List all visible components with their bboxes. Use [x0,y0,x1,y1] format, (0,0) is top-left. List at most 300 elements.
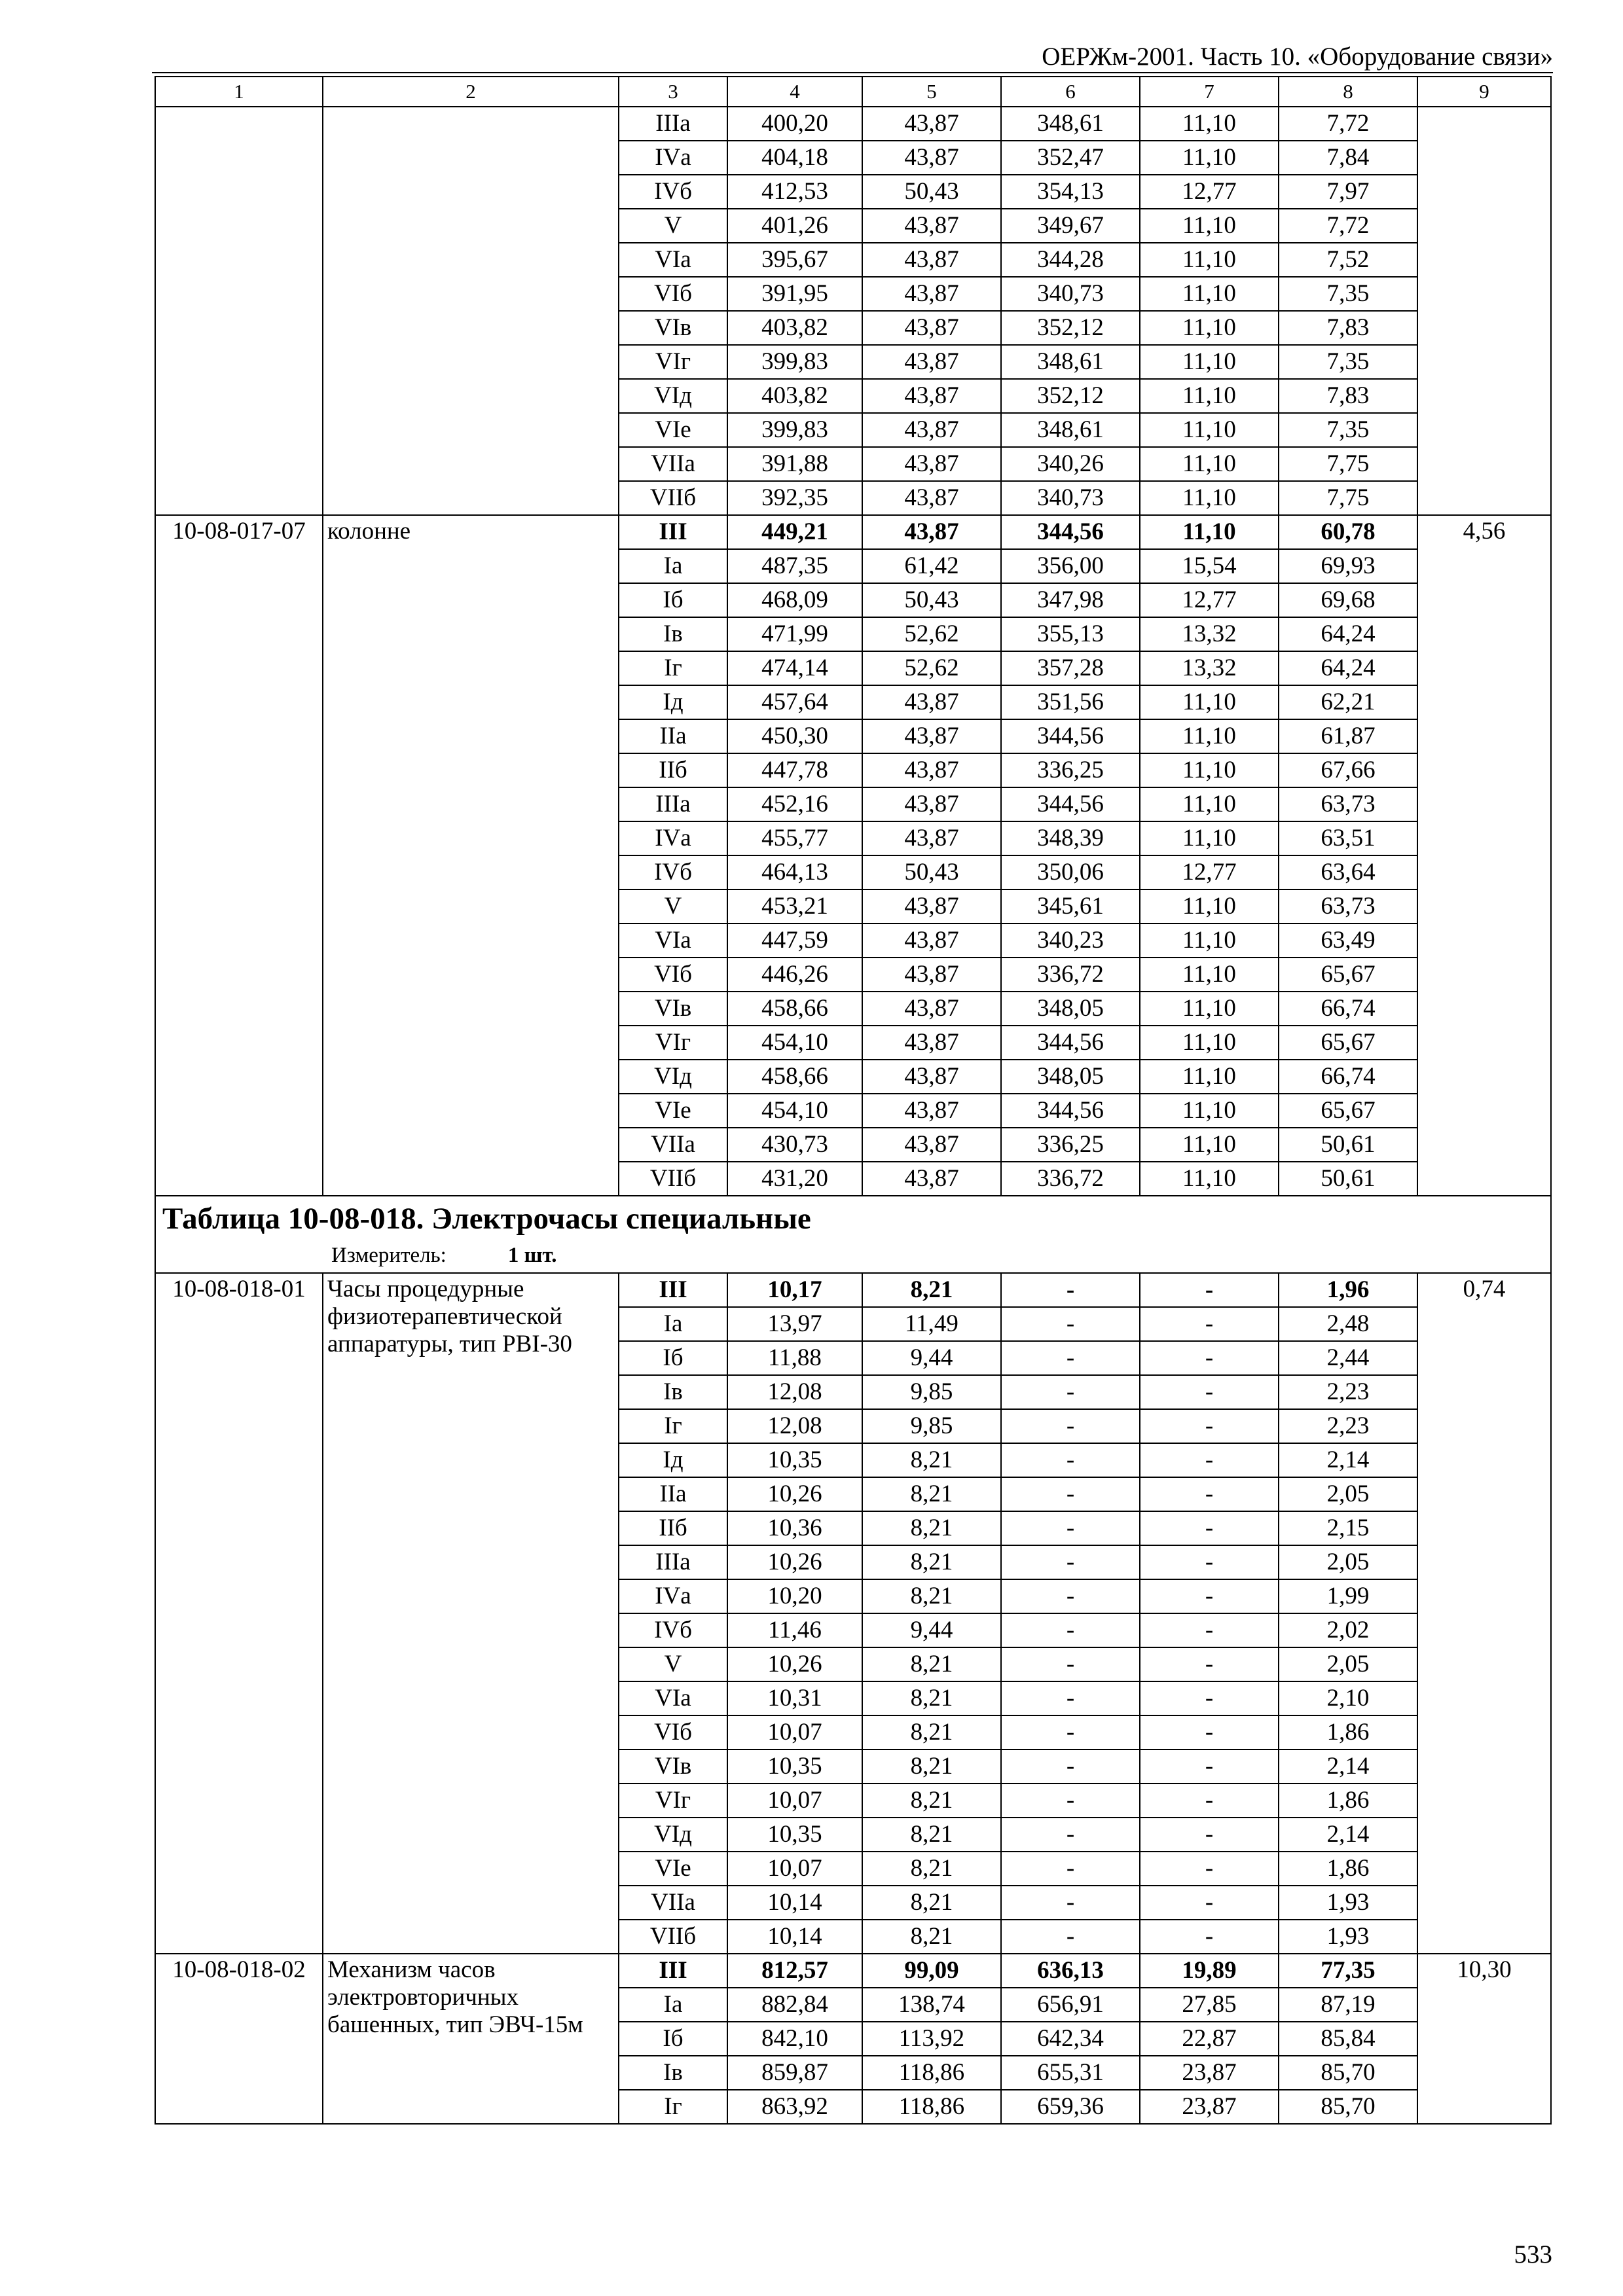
value-cell: 11,10 [1140,209,1279,243]
value-cell: - [1140,1307,1279,1341]
value-cell: 344,56 [1001,1094,1140,1128]
value-cell: 22,87 [1140,2022,1279,2056]
rate-code: 10-08-018-02 [155,1954,323,2124]
zone-cell: VIа [619,1681,727,1715]
value-cell: 11,49 [862,1307,1001,1341]
zone-cell: III [619,515,727,549]
value-cell: 2,05 [1279,1545,1417,1579]
value-cell: - [1140,1681,1279,1715]
value-cell: 842,10 [727,2022,862,2056]
value-cell: 356,00 [1001,549,1140,583]
value-cell: 348,61 [1001,345,1140,379]
value-cell: - [1140,1784,1279,1818]
zone-cell: VIг [619,345,727,379]
value-cell: 138,74 [862,1988,1001,2022]
value-cell: 61,42 [862,549,1001,583]
value-cell: 11,10 [1140,1128,1279,1162]
zone-cell: Iб [619,1341,727,1375]
value-cell: 13,97 [727,1307,862,1341]
value-cell: 43,87 [862,924,1001,958]
value-cell: 27,85 [1140,1988,1279,2022]
value-cell: - [1001,1409,1140,1443]
value-cell: 11,10 [1140,243,1279,277]
value-cell: 8,21 [862,1818,1001,1852]
zone-cell: VIв [619,311,727,345]
value-cell: 2,02 [1279,1613,1417,1647]
value-cell: 2,15 [1279,1511,1417,1545]
value-cell: 352,47 [1001,141,1140,175]
value-cell: 52,62 [862,617,1001,651]
value-cell: 77,35 [1279,1954,1417,1988]
value-cell: 449,21 [727,515,862,549]
zone-cell: VIб [619,958,727,992]
value-cell: - [1140,1409,1279,1443]
zone-cell: VIг [619,1026,727,1060]
value-cell: 43,87 [862,311,1001,345]
value-cell: 8,21 [862,1784,1001,1818]
value-cell: 13,32 [1140,617,1279,651]
value-cell: 11,10 [1140,1162,1279,1196]
value-cell: - [1001,1715,1140,1749]
value-cell: 7,72 [1279,107,1417,141]
zone-cell: Iб [619,2022,727,2056]
column-number: 7 [1140,77,1279,107]
value-cell: 1,93 [1279,1886,1417,1920]
value-cell: 8,21 [862,1886,1001,1920]
value-cell: 11,10 [1140,753,1279,787]
value-cell: 10,07 [727,1852,862,1886]
value-cell: 348,61 [1001,413,1140,447]
value-cell: 43,87 [862,379,1001,413]
value-cell: 8,21 [862,1443,1001,1477]
value-cell: 43,87 [862,1162,1001,1196]
value-cell: 8,21 [862,1545,1001,1579]
value-cell: 52,62 [862,651,1001,685]
value-cell: 43,87 [862,889,1001,924]
value-cell: 7,35 [1279,277,1417,311]
value-cell: 454,10 [727,1094,862,1128]
value-cell: 118,86 [862,2056,1001,2090]
value-cell: 63,73 [1279,889,1417,924]
value-cell: 2,10 [1279,1681,1417,1715]
value-cell: 863,92 [727,2090,862,2124]
value-cell: 8,21 [862,1749,1001,1784]
value-cell: - [1140,1749,1279,1784]
value-cell: 812,57 [727,1954,862,1988]
value-cell: 10,14 [727,1920,862,1954]
value-cell: 344,56 [1001,719,1140,753]
zone-cell: VIе [619,413,727,447]
zone-cell: VIе [619,1094,727,1128]
value-cell: 43,87 [862,107,1001,141]
section-header-row [155,1196,1551,1273]
extra-value: 0,74 [1417,1273,1551,1954]
value-cell: 1,96 [1279,1273,1417,1307]
value-cell: 9,44 [862,1341,1001,1375]
column-number: 6 [1001,77,1140,107]
value-cell: 10,26 [727,1477,862,1511]
value-cell: 50,43 [862,175,1001,209]
value-cell: 11,46 [727,1613,862,1647]
value-cell: 7,52 [1279,243,1417,277]
value-cell: 11,10 [1140,924,1279,958]
value-cell: 12,08 [727,1409,862,1443]
value-cell: - [1001,1375,1140,1409]
value-cell: 351,56 [1001,685,1140,719]
zone-cell: III [619,1954,727,1988]
value-cell: 9,44 [862,1613,1001,1647]
value-cell: 11,10 [1140,719,1279,753]
value-cell: 50,43 [862,583,1001,617]
value-cell: - [1140,1273,1279,1307]
value-cell: 2,23 [1279,1409,1417,1443]
value-cell: 404,18 [727,141,862,175]
value-cell: 1,86 [1279,1784,1417,1818]
value-cell: 43,87 [862,481,1001,515]
value-cell: 349,67 [1001,209,1140,243]
zone-cell: Iд [619,685,727,719]
value-cell: 11,10 [1140,379,1279,413]
value-cell: 9,85 [862,1409,1001,1443]
value-cell: 659,36 [1001,2090,1140,2124]
zone-cell: IIа [619,1477,727,1511]
zone-cell: Iа [619,1988,727,2022]
value-cell: - [1140,1715,1279,1749]
value-cell: 11,10 [1140,821,1279,855]
value-cell: 2,14 [1279,1443,1417,1477]
value-cell: 69,93 [1279,549,1417,583]
value-cell: 431,20 [727,1162,862,1196]
value-cell: 43,87 [862,243,1001,277]
value-cell: 391,88 [727,447,862,481]
value-cell: 10,31 [727,1681,862,1715]
table-row [155,1954,1551,1988]
zone-cell: III [619,1273,727,1307]
zone-cell: VIIб [619,1920,727,1954]
value-cell: 412,53 [727,175,862,209]
column-number-row [155,77,1551,107]
column-number: 8 [1279,77,1417,107]
zone-cell: Iд [619,1443,727,1477]
zone-cell: Iа [619,1307,727,1341]
zone-cell: IIб [619,753,727,787]
value-cell: 453,21 [727,889,862,924]
value-cell: 11,10 [1140,413,1279,447]
value-cell: 10,26 [727,1647,862,1681]
value-cell: 11,88 [727,1341,862,1375]
value-cell: 10,36 [727,1511,862,1545]
value-cell: 50,61 [1279,1128,1417,1162]
zone-cell: V [619,209,727,243]
value-cell: 11,10 [1140,107,1279,141]
value-cell: 8,21 [862,1579,1001,1613]
value-cell: 69,68 [1279,583,1417,617]
table-row [155,1273,1551,1307]
zone-cell: VIд [619,1818,727,1852]
page-number: 533 [1514,2240,1552,2269]
value-cell: 7,97 [1279,175,1417,209]
value-cell: 430,73 [727,1128,862,1162]
value-cell: 11,10 [1140,345,1279,379]
value-cell: 487,35 [727,549,862,583]
value-cell: - [1001,1784,1140,1818]
value-cell: 344,56 [1001,1026,1140,1060]
value-cell: 63,64 [1279,855,1417,889]
extra-value: 10,30 [1417,1954,1551,2124]
value-cell: 87,19 [1279,1988,1417,2022]
rate-name: колонне [323,515,619,1196]
zone-cell: IVб [619,855,727,889]
value-cell: 99,09 [862,1954,1001,1988]
value-cell: 43,87 [862,1128,1001,1162]
value-cell: 355,13 [1001,617,1140,651]
value-cell: 60,78 [1279,515,1417,549]
value-cell: 336,25 [1001,753,1140,787]
rate-name: Механизм часов электровторичных башенных, тип ЭВЧ-15м [323,1954,619,2124]
value-cell: 7,75 [1279,447,1417,481]
rate-code: 10-08-018-01 [155,1273,323,1954]
value-cell: 85,70 [1279,2056,1417,2090]
value-cell: 43,87 [862,1026,1001,1060]
value-cell: - [1001,1749,1140,1784]
value-cell: 336,25 [1001,1128,1140,1162]
value-cell: 11,10 [1140,1060,1279,1094]
value-cell: 859,87 [727,2056,862,2090]
value-cell: 2,23 [1279,1375,1417,1409]
value-cell: - [1001,1818,1140,1852]
value-cell: 11,10 [1140,277,1279,311]
value-cell: 12,08 [727,1375,862,1409]
zone-cell: Iв [619,2056,727,2090]
value-cell: 11,10 [1140,685,1279,719]
value-cell: 8,21 [862,1852,1001,1886]
value-cell: 348,61 [1001,107,1140,141]
value-cell: 43,87 [862,753,1001,787]
column-number: 5 [862,77,1001,107]
zone-cell: VIIа [619,447,727,481]
value-cell: 399,83 [727,345,862,379]
value-cell: 43,87 [862,515,1001,549]
value-cell: 347,98 [1001,583,1140,617]
section-title: Таблица 10-08-018. Электрочасы специальные [162,1202,811,1236]
value-cell: 10,35 [727,1749,862,1784]
value-cell: 340,23 [1001,924,1140,958]
value-cell: 392,35 [727,481,862,515]
table-body [155,107,1551,2124]
value-cell: - [1001,1341,1140,1375]
value-cell: 454,10 [727,1026,862,1060]
value-cell: - [1001,1920,1140,1954]
value-cell: 340,73 [1001,481,1140,515]
value-cell: 446,26 [727,958,862,992]
value-cell: 1,86 [1279,1715,1417,1749]
column-number: 1 [155,77,323,107]
value-cell: 340,26 [1001,447,1140,481]
zone-cell: VIв [619,1749,727,1784]
zone-cell: IVа [619,821,727,855]
zone-cell: VIе [619,1852,727,1886]
value-cell: 7,35 [1279,345,1417,379]
value-cell: - [1140,1852,1279,1886]
value-cell: 354,13 [1001,175,1140,209]
measure-line [160,1241,1546,1272]
value-cell: 10,20 [727,1579,862,1613]
value-cell: 336,72 [1001,1162,1140,1196]
zone-cell: IIа [619,719,727,753]
value-cell: 62,21 [1279,685,1417,719]
zone-cell: Iг [619,1409,727,1443]
value-cell: 8,21 [862,1273,1001,1307]
value-cell: - [1140,1477,1279,1511]
value-cell: 8,21 [862,1715,1001,1749]
rate-name [323,107,619,515]
value-cell: 464,13 [727,855,862,889]
zone-cell: IVб [619,1613,727,1647]
value-cell: 66,74 [1279,992,1417,1026]
value-cell: 403,82 [727,311,862,345]
rate-code [155,107,323,515]
value-cell: - [1001,1613,1140,1647]
value-cell: 12,77 [1140,175,1279,209]
value-cell: 65,67 [1279,958,1417,992]
value-cell: 118,86 [862,2090,1001,2124]
value-cell: 43,87 [862,345,1001,379]
value-cell: 452,16 [727,787,862,821]
value-cell: 458,66 [727,1060,862,1094]
value-cell: - [1001,1579,1140,1613]
zone-cell: Iв [619,1375,727,1409]
zone-cell: IVа [619,1579,727,1613]
value-cell: 642,34 [1001,2022,1140,2056]
value-cell: - [1140,1886,1279,1920]
value-cell: - [1001,1511,1140,1545]
value-cell: - [1140,1920,1279,1954]
value-cell: - [1140,1511,1279,1545]
value-cell: - [1001,1545,1140,1579]
zone-cell: Iг [619,651,727,685]
value-cell: 113,92 [862,2022,1001,2056]
value-cell: 43,87 [862,821,1001,855]
running-header: ОЕРЖм-2001. Часть 10. «Оборудование связи» [1042,43,1553,71]
value-cell: 7,83 [1279,311,1417,345]
zone-cell: VIIа [619,1128,727,1162]
value-cell: 882,84 [727,1988,862,2022]
value-cell: 11,10 [1140,447,1279,481]
zone-cell: VIа [619,924,727,958]
value-cell: 474,14 [727,651,862,685]
zone-cell: VIг [619,1784,727,1818]
zone-cell: VIб [619,277,727,311]
column-number: 4 [727,77,862,107]
table-row [155,515,1551,549]
zone-cell: IIIа [619,107,727,141]
value-cell: 656,91 [1001,1988,1140,2022]
zone-cell: IIIа [619,787,727,821]
column-number: 2 [323,77,619,107]
value-cell: 7,84 [1279,141,1417,175]
value-cell: - [1140,1341,1279,1375]
zone-cell: VIв [619,992,727,1026]
value-cell: 10,14 [727,1886,862,1920]
value-cell: 10,07 [727,1784,862,1818]
value-cell: 345,61 [1001,889,1140,924]
value-cell: 11,10 [1140,1026,1279,1060]
zone-cell: VIIб [619,481,727,515]
value-cell: 63,49 [1279,924,1417,958]
value-cell: - [1001,1886,1140,1920]
value-cell: 10,35 [727,1818,862,1852]
column-number: 3 [619,77,727,107]
zone-cell: V [619,889,727,924]
measure-label: Измеритель: [331,1244,447,1267]
value-cell: 457,64 [727,685,862,719]
value-cell: 12,77 [1140,583,1279,617]
value-cell: 11,10 [1140,787,1279,821]
value-cell: 11,10 [1140,992,1279,1026]
value-cell: 2,05 [1279,1477,1417,1511]
value-cell: 399,83 [727,413,862,447]
value-cell: 10,17 [727,1273,862,1307]
zone-cell: V [619,1647,727,1681]
value-cell: 348,39 [1001,821,1140,855]
value-cell: 50,43 [862,855,1001,889]
value-cell: 11,10 [1140,1094,1279,1128]
value-cell: 43,87 [862,787,1001,821]
value-cell: 61,87 [1279,719,1417,753]
extra-value: 4,56 [1417,515,1551,1196]
value-cell: 1,86 [1279,1852,1417,1886]
value-cell: 43,87 [862,719,1001,753]
value-cell: 458,66 [727,992,862,1026]
value-cell: 15,54 [1140,549,1279,583]
value-cell: 344,28 [1001,243,1140,277]
value-cell: 455,77 [727,821,862,855]
value-cell: 10,26 [727,1545,862,1579]
value-cell: 357,28 [1001,651,1140,685]
value-cell: 8,21 [862,1920,1001,1954]
value-cell: 10,35 [727,1443,862,1477]
value-cell: 67,66 [1279,753,1417,787]
section-header [155,1196,1551,1273]
value-cell: 447,59 [727,924,862,958]
value-cell: - [1001,1443,1140,1477]
value-cell: 9,85 [862,1375,1001,1409]
value-cell: 7,75 [1279,481,1417,515]
value-cell: 65,67 [1279,1026,1417,1060]
value-cell: 403,82 [727,379,862,413]
value-cell: 7,35 [1279,413,1417,447]
value-cell: 66,74 [1279,1060,1417,1094]
zone-cell: VIа [619,243,727,277]
value-cell: 447,78 [727,753,862,787]
value-cell: - [1140,1579,1279,1613]
value-cell: 11,10 [1140,481,1279,515]
value-cell: 7,83 [1279,379,1417,413]
value-cell: 8,21 [862,1681,1001,1715]
rates-table [155,76,1552,2125]
value-cell: - [1140,1818,1279,1852]
value-cell: 395,67 [727,243,862,277]
value-cell: 1,99 [1279,1579,1417,1613]
rate-name: Часы процедурные физиотерапевтической аппаратуры, тип РВI-30 [323,1273,619,1954]
value-cell: 63,73 [1279,787,1417,821]
value-cell: 85,84 [1279,2022,1417,2056]
value-cell: 400,20 [727,107,862,141]
value-cell: 655,31 [1001,2056,1140,2090]
value-cell: 43,87 [862,277,1001,311]
zone-cell: IVа [619,141,727,175]
value-cell: 391,95 [727,277,862,311]
